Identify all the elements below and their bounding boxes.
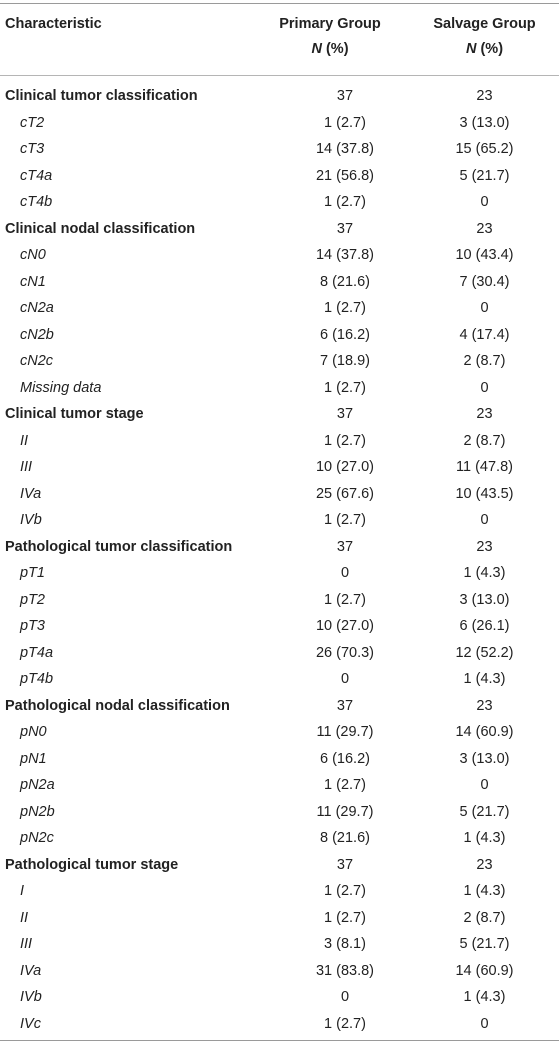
row-label: IVc xyxy=(20,1015,41,1032)
salvage-group-value: 0 xyxy=(480,777,489,794)
primary-group-value: 1 (2.7) xyxy=(324,512,366,529)
primary-group-value: 0 xyxy=(340,565,350,582)
primary-group-value: 8 (21.6) xyxy=(320,830,370,847)
section-row xyxy=(0,216,559,243)
row-label: cT4a xyxy=(20,167,53,184)
primary-group-value: 11 (29.7) xyxy=(316,803,374,820)
row-label: Pathological nodal classification xyxy=(5,697,230,714)
table-row xyxy=(0,163,559,190)
row-label: cN2c xyxy=(20,353,54,370)
primary-group-value: 37 xyxy=(336,88,354,105)
salvage-group-value: 7 (30.4) xyxy=(459,273,510,290)
salvage-group-value: 2 (8.7) xyxy=(463,909,506,926)
row-label: cT2 xyxy=(20,114,45,131)
row-label: pN0 xyxy=(20,724,47,741)
table-row xyxy=(0,587,559,614)
header-pct-label: (%) xyxy=(321,41,349,57)
section-row xyxy=(0,401,559,428)
salvage-group-value: 1 (4.3) xyxy=(463,883,506,900)
primary-group-value: 1 (2.7) xyxy=(324,591,366,608)
row-label: cT3 xyxy=(20,141,45,158)
section-row xyxy=(0,852,559,879)
primary-group-value: 37 xyxy=(336,406,354,423)
section-row xyxy=(0,693,559,720)
primary-group-value: 1 (2.7) xyxy=(324,379,366,396)
row-label: Clinical tumor classification xyxy=(5,88,198,105)
salvage-group-value: 23 xyxy=(476,538,493,555)
table-row xyxy=(0,878,559,905)
table-row xyxy=(0,560,559,587)
table-row xyxy=(0,110,559,137)
salvage-group-value: 6 (26.1) xyxy=(459,618,510,635)
table-row xyxy=(0,189,559,216)
primary-group-value: 37 xyxy=(336,220,354,237)
row-label: II xyxy=(20,909,29,926)
table-row xyxy=(0,1011,559,1038)
row-label: Pathological tumor stage xyxy=(5,856,179,873)
primary-group-value: 1 (2.7) xyxy=(324,114,366,131)
table-row xyxy=(0,242,559,269)
primary-group-value: 1 (2.7) xyxy=(324,432,366,449)
header-n-label: N xyxy=(311,41,322,57)
row-label: III xyxy=(20,459,33,476)
salvage-group-value: 3 (13.0) xyxy=(459,114,510,131)
primary-group-value: 1 (2.7) xyxy=(324,909,366,926)
primary-group-value: 1 (2.7) xyxy=(324,883,366,900)
row-label: pT4b xyxy=(20,671,54,688)
salvage-group-value: 0 xyxy=(480,512,489,529)
primary-group-value: 6 (16.2) xyxy=(320,326,370,343)
header-divider xyxy=(0,75,559,76)
table-bottom-rule xyxy=(0,1040,559,1041)
primary-group-value: 37 xyxy=(336,856,354,873)
table-row xyxy=(0,666,559,693)
table-row xyxy=(0,958,559,985)
row-label: pT2 xyxy=(20,591,45,608)
table-row xyxy=(0,746,559,773)
salvage-group-value: 3 (13.0) xyxy=(459,750,510,767)
table-row xyxy=(0,719,559,746)
header-primary-n-pct xyxy=(265,40,395,58)
salvage-group-value: 1 (4.3) xyxy=(463,830,506,847)
salvage-group-value: 23 xyxy=(476,88,493,105)
row-label: cN0 xyxy=(20,247,46,264)
row-label: pN2a xyxy=(20,777,55,794)
table-row xyxy=(0,295,559,322)
table-row xyxy=(0,984,559,1011)
primary-group-value: 11 (29.7) xyxy=(316,724,374,741)
primary-group-value: 1 (2.7) xyxy=(324,777,366,794)
primary-group-value: 3 (8.1) xyxy=(324,936,366,953)
row-label: IVb xyxy=(20,512,42,529)
row-label: IVb xyxy=(20,989,42,1006)
salvage-group-value: 10 (43.4) xyxy=(455,247,514,264)
salvage-group-value: 2 (8.7) xyxy=(463,432,506,449)
salvage-group-value: 23 xyxy=(476,856,493,873)
primary-group-value: 7 (18.9) xyxy=(320,353,370,370)
primary-group-value: 10 (27.0) xyxy=(315,618,375,635)
primary-group-value: 8 (21.6) xyxy=(320,273,370,290)
row-label: cN1 xyxy=(20,273,46,290)
table-row xyxy=(0,772,559,799)
primary-group-value: 10 (27.0) xyxy=(315,459,375,476)
primary-group-value: 37 xyxy=(336,538,354,555)
table-body xyxy=(0,83,559,1037)
row-label: IVa xyxy=(20,962,42,979)
primary-group-value: 21 (56.8) xyxy=(315,167,375,184)
table-top-rule xyxy=(0,3,559,4)
salvage-group-value: 0 xyxy=(480,1015,489,1032)
row-label: cN2a xyxy=(20,300,54,317)
table-row xyxy=(0,136,559,163)
salvage-group-value: 5 (21.7) xyxy=(459,167,510,184)
salvage-group-value: 15 (65.2) xyxy=(455,141,514,158)
row-label: pN2c xyxy=(20,830,54,847)
salvage-group-value: 4 (17.4) xyxy=(459,326,510,343)
table-row xyxy=(0,481,559,508)
salvage-group-value: 23 xyxy=(476,220,493,237)
row-label: IVa xyxy=(20,485,42,502)
primary-group-value: 14 (37.8) xyxy=(315,141,375,158)
salvage-group-value: 14 (60.9) xyxy=(455,724,514,741)
table-row xyxy=(0,507,559,534)
row-label: cN2b xyxy=(20,326,54,343)
table-row xyxy=(0,905,559,932)
primary-group-value: 0 xyxy=(340,671,350,688)
row-label: II xyxy=(20,432,29,449)
primary-group-value: 37 xyxy=(336,697,354,714)
row-label: pT1 xyxy=(20,565,45,582)
row-label: Clinical nodal classification xyxy=(5,220,196,237)
table-row xyxy=(0,613,559,640)
table-row xyxy=(0,348,559,375)
table-row xyxy=(0,375,559,402)
header-salvage-group: Salvage Group xyxy=(433,16,536,32)
header-primary-group: Primary Group xyxy=(279,16,381,32)
header-characteristic: Characteristic xyxy=(5,16,102,32)
section-row xyxy=(0,83,559,110)
salvage-group-value: 12 (52.2) xyxy=(455,644,514,661)
section-row xyxy=(0,534,559,561)
row-label: Pathological tumor classification xyxy=(5,538,233,555)
table-row xyxy=(0,428,559,455)
header-pct-label: (%) xyxy=(476,41,504,57)
table-row xyxy=(0,454,559,481)
table-row xyxy=(0,269,559,296)
primary-group-value: 1 (2.7) xyxy=(324,1015,366,1032)
salvage-group-value: 23 xyxy=(476,697,493,714)
row-label: pT4a xyxy=(20,644,54,661)
table-row xyxy=(0,825,559,852)
table-row xyxy=(0,640,559,667)
salvage-group-value: 0 xyxy=(480,379,489,396)
salvage-group-value: 14 (60.9) xyxy=(455,962,514,979)
table-row xyxy=(0,322,559,349)
row-label: pN2b xyxy=(20,803,55,820)
primary-group-value: 0 xyxy=(340,989,350,1006)
salvage-group-value: 5 (21.7) xyxy=(459,803,510,820)
table-row xyxy=(0,799,559,826)
salvage-group-value: 2 (8.7) xyxy=(463,353,506,370)
primary-group-value: 31 (83.8) xyxy=(315,962,375,979)
salvage-group-value: 0 xyxy=(480,300,489,317)
primary-group-value: 25 (67.6) xyxy=(315,485,375,502)
row-label: pT3 xyxy=(20,618,45,635)
row-label: pN1 xyxy=(20,750,47,767)
header-salvage-n-pct xyxy=(410,40,559,58)
primary-group-value: 26 (70.3) xyxy=(315,644,375,661)
salvage-group-value: 1 (4.3) xyxy=(463,671,506,688)
header-n-label: N xyxy=(465,41,477,57)
salvage-group-value: 23 xyxy=(476,406,493,423)
row-label: Clinical tumor stage xyxy=(5,406,144,423)
salvage-group-value: 1 (4.3) xyxy=(463,989,506,1006)
row-label: Missing data xyxy=(20,379,102,396)
row-label: cT4b xyxy=(20,194,53,211)
table-row xyxy=(0,931,559,958)
primary-group-value: 14 (37.8) xyxy=(315,247,375,264)
salvage-group-value: 11 (47.8) xyxy=(456,459,513,476)
salvage-group-value: 10 (43.5) xyxy=(455,485,514,502)
primary-group-value: 1 (2.7) xyxy=(324,194,366,211)
salvage-group-value: 0 xyxy=(480,194,489,211)
salvage-group-value: 1 (4.3) xyxy=(463,565,506,582)
row-label: III xyxy=(20,936,33,953)
salvage-group-value: 5 (21.7) xyxy=(459,936,510,953)
row-label: I xyxy=(20,883,25,900)
primary-group-value: 6 (16.2) xyxy=(320,750,370,767)
salvage-group-value: 3 (13.0) xyxy=(459,591,510,608)
primary-group-value: 1 (2.7) xyxy=(324,300,366,317)
